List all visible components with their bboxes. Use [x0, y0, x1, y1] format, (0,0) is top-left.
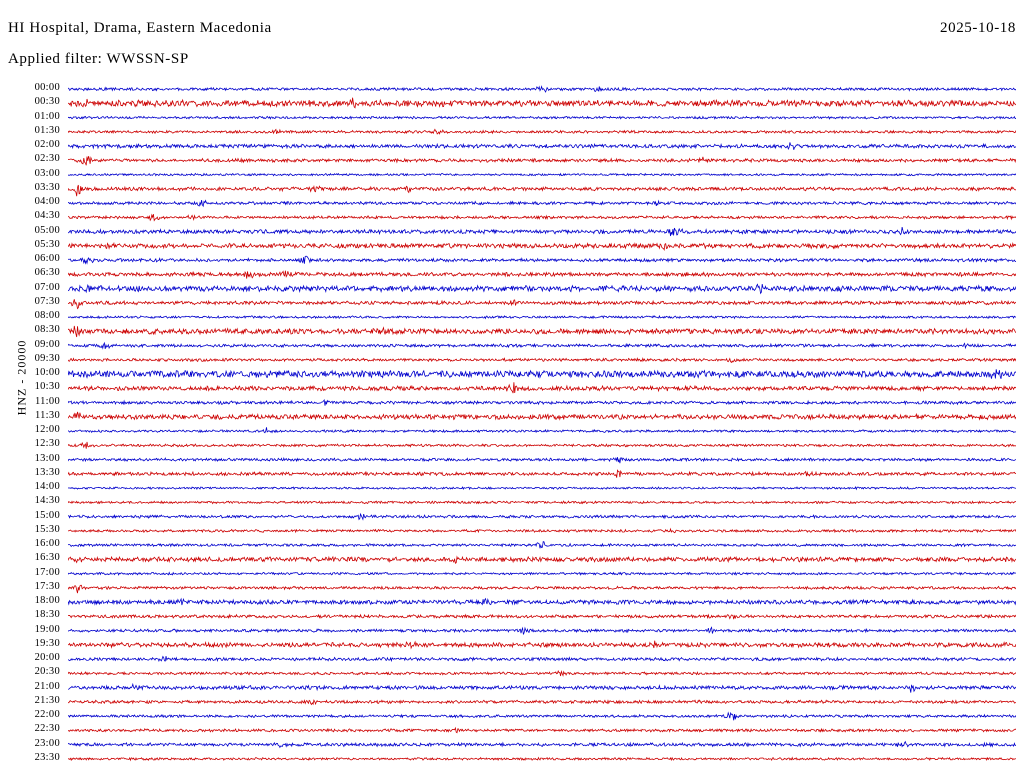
waveform-trace [68, 185, 1016, 196]
waveform-canvas [68, 82, 1016, 766]
time-label: 14:30 [34, 495, 60, 507]
waveform-trace [68, 542, 1016, 549]
time-label: 08:00 [34, 310, 60, 322]
time-label: 08:30 [34, 324, 60, 336]
waveform-trace [68, 326, 1016, 337]
time-label: 19:00 [34, 623, 60, 635]
waveform-trace [68, 299, 1016, 308]
waveform-trace [68, 442, 1016, 449]
time-label: 03:00 [34, 167, 60, 179]
time-label: 07:00 [34, 281, 60, 293]
helicorder-plot [68, 82, 1016, 766]
time-label: 20:00 [34, 652, 60, 664]
time-label: 03:30 [34, 181, 60, 193]
waveform-trace [68, 256, 1016, 264]
time-label: 05:30 [34, 238, 60, 250]
waveform-trace [68, 358, 1016, 362]
waveform-trace [68, 758, 1016, 761]
time-label: 18:30 [34, 609, 60, 621]
time-label: 16:00 [34, 538, 60, 550]
time-label: 21:30 [34, 694, 60, 706]
waveform-trace [68, 627, 1016, 634]
time-label: 09:00 [34, 338, 60, 350]
date-label: 2025-10-18 [940, 20, 1016, 36]
time-label: 22:30 [34, 723, 60, 735]
time-axis-labels [0, 82, 64, 766]
time-label: 04:30 [34, 210, 60, 222]
time-label: 23:00 [34, 737, 60, 749]
waveform-trace [68, 243, 1016, 249]
waveform-trace [68, 671, 1016, 676]
waveform-trace [68, 382, 1016, 393]
time-label: 17:30 [34, 580, 60, 592]
time-label: 00:30 [34, 96, 60, 108]
waveform-trace [68, 599, 1016, 605]
waveform-trace [68, 412, 1016, 420]
time-label: 11:00 [34, 395, 60, 407]
waveform-trace [68, 487, 1016, 489]
time-label: 10:00 [34, 367, 60, 379]
waveform-trace [68, 156, 1016, 165]
time-label: 21:00 [34, 680, 60, 692]
time-label: 02:30 [34, 153, 60, 165]
time-label: 15:30 [34, 523, 60, 535]
waveform-trace [68, 129, 1016, 134]
waveform-trace [68, 615, 1016, 619]
time-label: 10:30 [34, 381, 60, 393]
waveform-trace [68, 501, 1016, 504]
time-label: 17:00 [34, 566, 60, 578]
time-label: 12:00 [34, 424, 60, 436]
time-label: 07:30 [34, 295, 60, 307]
waveform-trace [68, 284, 1016, 293]
waveform-trace [68, 514, 1016, 519]
time-label: 06:30 [34, 267, 60, 279]
time-label: 05:00 [34, 224, 60, 236]
waveform-trace [68, 116, 1016, 119]
time-label: 02:00 [34, 139, 60, 151]
time-label: 04:00 [34, 196, 60, 208]
time-label: 13:00 [34, 452, 60, 464]
waveform-trace [68, 271, 1016, 279]
time-label: 00:00 [34, 82, 60, 94]
time-label: 19:30 [34, 637, 60, 649]
waveform-trace [68, 173, 1016, 175]
y-axis-label: HNZ - 20000 [14, 339, 29, 416]
time-label: 15:00 [34, 509, 60, 521]
waveform-trace [68, 572, 1016, 575]
time-label: 01:30 [34, 124, 60, 136]
waveform-trace [68, 641, 1016, 648]
waveform-trace [68, 214, 1016, 220]
waveform-trace [68, 684, 1016, 692]
waveform-trace [68, 427, 1016, 432]
waveform-trace [68, 700, 1016, 704]
waveform-trace [68, 470, 1016, 477]
page-title: HI Hospital, Drama, Eastern Macedonia [8, 20, 272, 36]
time-label: 01:00 [34, 110, 60, 122]
time-label: 20:30 [34, 666, 60, 678]
waveform-trace [68, 98, 1016, 108]
waveform-trace [68, 343, 1016, 349]
waveform-trace [68, 457, 1016, 463]
waveform-trace [68, 742, 1016, 748]
waveform-trace [68, 400, 1016, 406]
waveform-trace [68, 227, 1016, 236]
waveform-trace [68, 585, 1016, 593]
time-label: 11:30 [34, 409, 60, 421]
time-label: 13:30 [34, 466, 60, 478]
waveform-trace [68, 728, 1016, 733]
time-label: 23:30 [34, 751, 60, 763]
filter-label: Applied filter: WWSSN-SP [8, 51, 189, 67]
waveform-trace [68, 656, 1016, 661]
waveform-trace [68, 316, 1016, 319]
time-label: 18:00 [34, 595, 60, 607]
waveform-trace [68, 142, 1016, 149]
time-label: 14:00 [34, 481, 60, 493]
time-label: 22:00 [34, 709, 60, 721]
waveform-trace [68, 529, 1016, 533]
waveform-trace [68, 200, 1016, 206]
time-label: 12:30 [34, 438, 60, 450]
waveform-trace [68, 369, 1016, 379]
waveform-trace [68, 713, 1016, 721]
time-label: 06:00 [34, 253, 60, 265]
waveform-trace [68, 557, 1016, 563]
time-label: 09:30 [34, 352, 60, 364]
waveform-trace [68, 86, 1016, 92]
time-label: 16:30 [34, 552, 60, 564]
